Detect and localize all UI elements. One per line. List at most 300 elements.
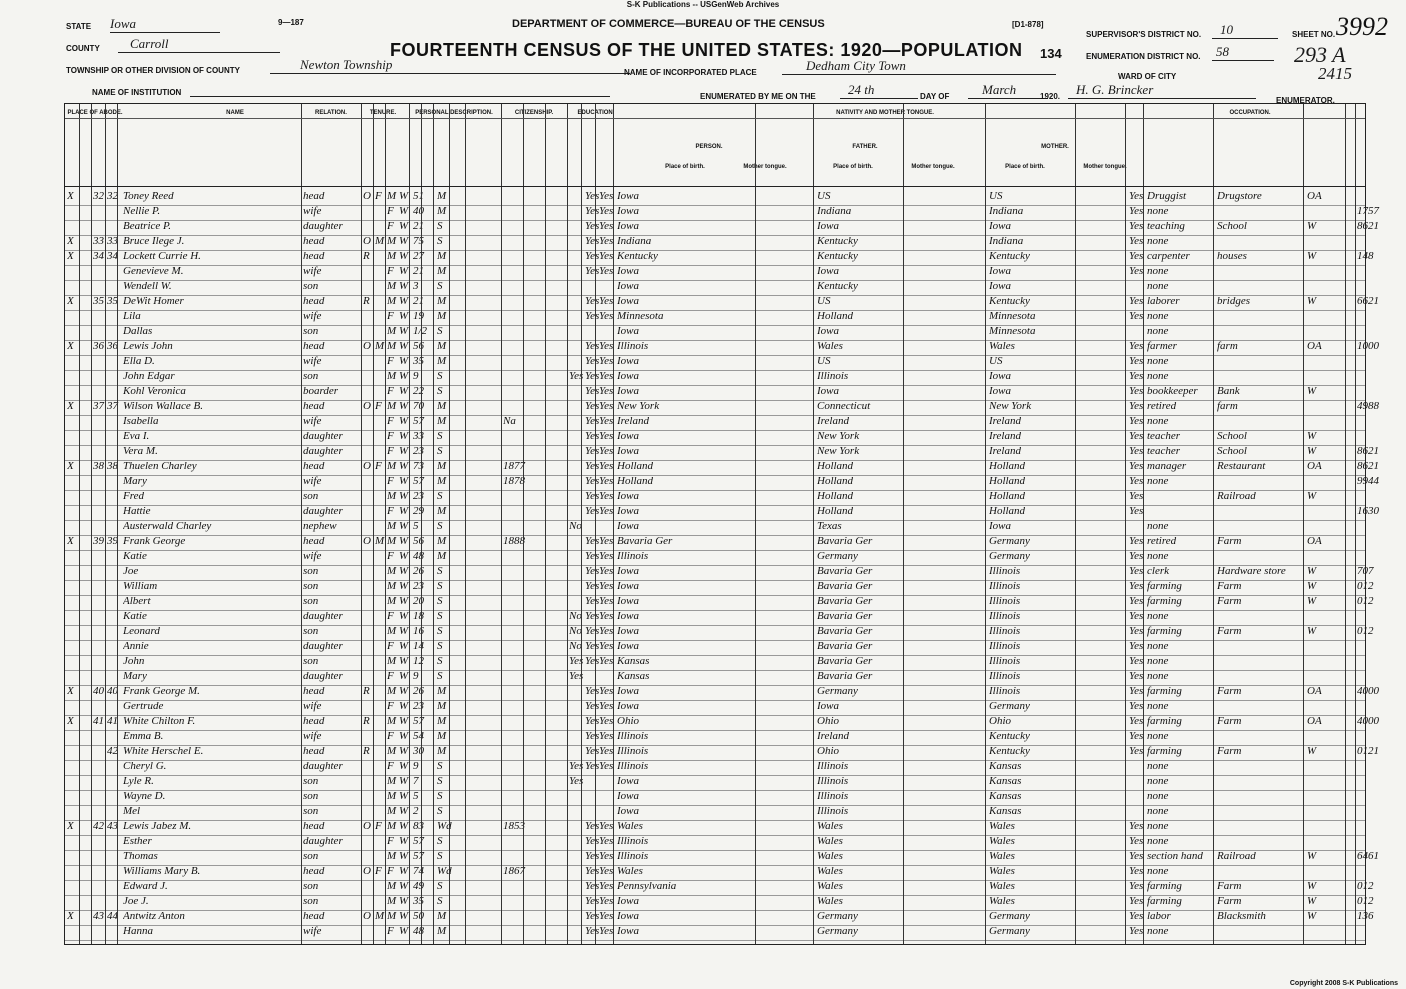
institution-line — [190, 96, 610, 97]
cell-age: 14 — [413, 640, 424, 652]
cell-code: 012 — [1357, 895, 1374, 907]
cell-own: R — [363, 250, 370, 262]
cell-mort — [375, 745, 385, 760]
sheet-extra: 2415 — [1318, 64, 1352, 83]
cell-own — [363, 610, 373, 625]
cell-fpob: Holland — [817, 475, 854, 487]
cell-eng: Yes — [1129, 850, 1143, 862]
township-value: Newton Township — [270, 57, 630, 74]
cell-occ: none — [1147, 865, 1169, 877]
cell-ind: bridges — [1217, 295, 1250, 307]
table-row — [65, 760, 1365, 775]
cell-x — [67, 850, 79, 865]
cell-mpob: Iowa — [989, 220, 1011, 232]
cell-mpob: Iowa — [989, 520, 1011, 532]
cell-x: X — [67, 910, 74, 922]
cell-own — [363, 205, 373, 220]
cell-own — [363, 655, 373, 670]
cell-name: Antwitz Anton — [123, 910, 185, 922]
cell-eng: Yes — [1129, 895, 1143, 907]
cell-cls: W — [1307, 250, 1317, 262]
cell-eng — [1129, 325, 1143, 340]
cell-pob: Wales — [617, 865, 643, 877]
cell-rel: son — [303, 895, 319, 907]
cell-x — [67, 565, 79, 580]
cell-ms: S — [437, 595, 443, 607]
cell-eng: Yes — [1129, 415, 1143, 427]
cell-code — [1357, 835, 1397, 850]
cell-rel: wife — [303, 355, 322, 367]
cell-fpob: Iowa — [817, 700, 839, 712]
cell-x — [67, 655, 79, 670]
table-row — [65, 205, 1379, 220]
cell-fam: 42 — [107, 745, 118, 757]
cell-sex: F — [387, 205, 394, 217]
cell-race: W — [399, 400, 409, 412]
cell-code — [1357, 865, 1397, 880]
cell-x — [67, 475, 79, 490]
cell-write: Yes — [599, 430, 614, 442]
cell-age: 26 — [413, 565, 424, 577]
cell-code: 8621 — [1357, 445, 1379, 457]
cell-sex: M — [387, 685, 397, 697]
cell-ind: Restaurant — [1217, 460, 1266, 472]
cell-code: 4000 — [1357, 685, 1379, 697]
cell-x — [67, 220, 79, 235]
cell-cls — [1307, 325, 1343, 340]
cell-mort — [375, 760, 385, 775]
cell-name: Mary — [123, 475, 147, 487]
cell-eng: Yes — [1129, 820, 1143, 832]
table-row — [65, 775, 1365, 790]
cell-cls — [1307, 415, 1343, 430]
table-row — [65, 310, 1365, 325]
cell-read: Yes — [585, 265, 600, 277]
county-label: COUNTY — [66, 44, 100, 53]
cell-cls — [1307, 820, 1343, 835]
cell-race: W — [399, 820, 409, 832]
cell-eng — [1129, 805, 1143, 820]
cell-cls — [1307, 760, 1343, 775]
cell-mpob: Kentucky — [989, 745, 1030, 757]
cell-age: 74 — [413, 865, 424, 877]
cell-own — [363, 280, 373, 295]
cell-cls: W — [1307, 430, 1317, 442]
cell-ind: Bank — [1217, 385, 1240, 397]
enumerated-label: ENUMERATED BY ME ON THE — [700, 92, 816, 101]
cell-sex: M — [387, 895, 397, 907]
cell-mort — [375, 220, 385, 235]
form-code: [D1-878] — [1012, 20, 1044, 29]
cell-ms: S — [437, 625, 443, 637]
cell-code: 012 — [1357, 580, 1374, 592]
cell-mort — [375, 685, 385, 700]
cell-pob: Illinois — [617, 745, 649, 757]
cell-ind — [1217, 265, 1303, 280]
cell-ind — [1217, 550, 1303, 565]
cell-code — [1357, 775, 1397, 790]
cell-x — [67, 355, 79, 370]
cell-eng: Yes — [1129, 505, 1143, 517]
cell-code: 1630 — [1357, 505, 1379, 517]
cell-mpob: US — [989, 355, 1003, 367]
cell-age: 70 — [413, 400, 424, 412]
cell-mpob: Holland — [989, 490, 1026, 502]
cell-cls — [1307, 640, 1343, 655]
cell-dw: 38 — [93, 460, 104, 472]
cell-nat: Na — [503, 415, 516, 427]
archive-banner: S-K Publications -- USGenWeb Archives — [626, 0, 780, 9]
cell-school: No — [569, 520, 582, 532]
cell-ind — [1217, 355, 1303, 370]
cell-write: Yes — [599, 925, 614, 937]
cell-pob: Iowa — [617, 790, 639, 802]
cell-mort — [375, 385, 385, 400]
cell-name: Lockett Currie H. — [123, 250, 201, 262]
cell-name: Beatrice P. — [123, 220, 172, 232]
state-label: STATE — [66, 22, 92, 31]
cell-x — [67, 280, 79, 295]
cell-rel: wife — [303, 415, 322, 427]
cell-read: Yes — [585, 400, 600, 412]
cell-cls — [1307, 355, 1343, 370]
cell-eng: Yes — [1129, 190, 1143, 202]
cell-write: Yes — [599, 475, 614, 487]
cell-own — [363, 565, 373, 580]
cell-code — [1357, 370, 1397, 385]
cell-own: R — [363, 715, 370, 727]
table-row — [65, 340, 1379, 355]
cell-eng: Yes — [1129, 715, 1143, 727]
cell-occ: none — [1147, 610, 1169, 622]
cell-code: 6461 — [1357, 850, 1379, 862]
cell-ind — [1217, 640, 1303, 655]
cell-code: 707 — [1357, 565, 1374, 577]
cell-rel: boarder — [303, 385, 339, 397]
cell-read: Yes — [585, 610, 600, 622]
cell-mort — [375, 505, 385, 520]
cell-age: 21 — [413, 265, 424, 277]
cell-race: W — [399, 715, 409, 727]
cell-name: White Chilton F. — [123, 715, 196, 727]
table-row — [65, 250, 1374, 265]
cell-read: Yes — [585, 340, 600, 352]
cell-occ: teacher — [1147, 430, 1180, 442]
cell-race: W — [399, 625, 409, 637]
cell-fam: 39 — [107, 535, 118, 547]
cell-race: W — [399, 700, 409, 712]
cell-fpob: US — [817, 355, 831, 367]
cell-ms: Wd — [437, 820, 452, 832]
cell-name: Genevieve M. — [123, 265, 184, 277]
group-head-relation: RELATION. — [315, 110, 347, 116]
cell-age: 20 — [413, 595, 424, 607]
cell-fpob: Ireland — [817, 415, 849, 427]
cell-x — [67, 835, 79, 850]
sub-head-father: FATHER. — [852, 144, 878, 150]
cell-name: Vera M. — [123, 445, 158, 457]
cell-own: O — [363, 190, 371, 202]
cell-own: O — [363, 910, 371, 922]
cell-mpob: Holland — [989, 505, 1026, 517]
cell-mpob: Ireland — [989, 445, 1021, 457]
cell-fam: 43 — [107, 820, 118, 832]
cell-rel: daughter — [303, 670, 343, 682]
cell-age: 50 — [413, 910, 424, 922]
cell-mort — [375, 895, 385, 910]
cell-rel: daughter — [303, 430, 343, 442]
cell-race: W — [399, 670, 409, 682]
cell-dw: 34 — [93, 250, 104, 262]
cell-occ: farming — [1147, 880, 1182, 892]
cell-code — [1357, 430, 1397, 445]
cell-mpob: New York — [989, 400, 1032, 412]
cell-pob: Iowa — [617, 295, 639, 307]
cell-rel: head — [303, 250, 325, 262]
cell-occ: none — [1147, 760, 1169, 772]
cell-ms: M — [437, 460, 447, 472]
cell-rel: wife — [303, 730, 322, 742]
cell-rel: son — [303, 625, 319, 637]
cell-ms: S — [437, 520, 443, 532]
cell-own — [363, 265, 373, 280]
cell-pob: Iowa — [617, 265, 639, 277]
col-label-mother-pob: Place of birth. — [1005, 164, 1045, 170]
cell-mort — [375, 205, 385, 220]
cell-name: Frank George — [123, 535, 186, 547]
cell-x — [67, 700, 79, 715]
cell-name: Kohl Veronica — [123, 385, 186, 397]
cell-rel: head — [303, 535, 325, 547]
cell-fam: 32 — [107, 190, 118, 202]
cell-dw: 40 — [93, 685, 104, 697]
cell-code — [1357, 280, 1397, 295]
cell-ms: S — [437, 640, 443, 652]
cell-nat: 1853 — [503, 820, 525, 832]
cell-age: 56 — [413, 340, 424, 352]
cell-name: John Edgar — [123, 370, 175, 382]
cell-rel: wife — [303, 925, 322, 937]
cell-code — [1357, 790, 1397, 805]
cell-pob: Ohio — [617, 715, 639, 727]
cell-sex: M — [387, 565, 397, 577]
cell-x — [67, 550, 79, 565]
cell-ind — [1217, 205, 1303, 220]
cell-pob: Illinois — [617, 550, 649, 562]
cell-mort — [375, 595, 385, 610]
table-row — [65, 415, 1365, 430]
cell-age: 19 — [413, 310, 424, 322]
cell-ind — [1217, 505, 1303, 520]
cell-read: Yes — [585, 685, 600, 697]
cell-fpob: Holland — [817, 460, 854, 472]
table-row — [65, 535, 1365, 550]
cell-x — [67, 580, 79, 595]
cell-dw: 39 — [93, 535, 104, 547]
cell-read: Yes — [585, 370, 600, 382]
cell-occ: none — [1147, 730, 1169, 742]
cell-own — [363, 895, 373, 910]
cell-age: 35 — [413, 355, 424, 367]
cell-cls: OA — [1307, 340, 1322, 352]
cell-ind — [1217, 520, 1303, 535]
cell-read: Yes — [585, 730, 600, 742]
year-label: 1920. — [1040, 92, 1061, 101]
cell-race: W — [399, 220, 409, 232]
col-label-father-tongue: Mother tongue. — [911, 164, 955, 170]
cell-name: Joe — [123, 565, 139, 577]
cell-rel: head — [303, 685, 325, 697]
cell-eng: Yes — [1129, 310, 1143, 322]
cell-ind: houses — [1217, 250, 1247, 262]
cell-x: X — [67, 400, 74, 412]
cell-name: Leonard — [123, 625, 160, 637]
cell-ms: S — [437, 445, 443, 457]
cell-cls — [1307, 730, 1343, 745]
cell-write: Yes — [599, 910, 614, 922]
cell-rel: head — [303, 865, 325, 877]
cell-fpob: Bavaria Ger — [817, 580, 873, 592]
cell-x: X — [67, 190, 74, 202]
cell-ind: School — [1217, 430, 1247, 442]
group-head-personal: PERSONAL DESCRIPTION. — [415, 110, 493, 116]
cell-age: 9 — [413, 370, 419, 382]
cell-ind: farm — [1217, 340, 1238, 352]
cell-ind — [1217, 775, 1303, 790]
cell-eng: Yes — [1129, 205, 1143, 217]
cell-age: 23 — [413, 445, 424, 457]
cell-eng: Yes — [1129, 835, 1143, 847]
cell-own — [363, 310, 373, 325]
cell-eng: Yes — [1129, 235, 1143, 247]
cell-x — [67, 520, 79, 535]
table-row — [65, 580, 1374, 595]
cell-x — [67, 595, 79, 610]
cell-ms: M — [437, 400, 447, 412]
cell-write: Yes — [599, 895, 614, 907]
cell-school: Yes — [569, 670, 583, 682]
cell-ms: S — [437, 655, 443, 667]
cell-x: X — [67, 295, 74, 307]
cell-eng: Yes — [1129, 625, 1143, 637]
cell-own — [363, 385, 373, 400]
cell-age: 57 — [413, 475, 424, 487]
cell-fpob: Bavaria Ger — [817, 610, 873, 622]
cell-ms: S — [437, 385, 443, 397]
cell-fpob: Wales — [817, 835, 843, 847]
cell-eng: Yes — [1129, 730, 1143, 742]
cell-sex: M — [387, 190, 397, 202]
cell-age: 12 — [413, 655, 424, 667]
cell-ind: Farm — [1217, 880, 1242, 892]
cell-occ: Druggist — [1147, 190, 1187, 202]
cell-occ: section hand — [1147, 850, 1203, 862]
cell-code — [1357, 355, 1397, 370]
cell-ms: S — [437, 235, 443, 247]
cell-cls — [1307, 670, 1343, 685]
cell-age: 51 — [413, 190, 424, 202]
cell-race: W — [399, 325, 409, 337]
cell-rel: daughter — [303, 445, 343, 457]
cell-age: 57 — [413, 415, 424, 427]
cell-rel: daughter — [303, 760, 343, 772]
day-of-label: DAY OF — [920, 92, 950, 101]
cell-occ: retired — [1147, 535, 1177, 547]
cell-mort: F — [375, 190, 382, 202]
cell-sex: M — [387, 235, 397, 247]
cell-sex: M — [387, 370, 397, 382]
cell-write: Yes — [599, 820, 614, 832]
table-row — [65, 565, 1374, 580]
cell-cls — [1307, 280, 1343, 295]
cell-code: 4000 — [1357, 715, 1379, 727]
table-row — [65, 820, 1365, 835]
group-head-name: NAME — [226, 110, 244, 116]
cell-ms: S — [437, 370, 443, 382]
cell-name: Joe J. — [123, 895, 149, 907]
cell-sex: F — [387, 475, 394, 487]
cell-age: 27 — [413, 250, 424, 262]
cell-fpob: Bavaria Ger — [817, 655, 873, 667]
cell-own — [363, 445, 373, 460]
cell-pob: Kentucky — [617, 250, 658, 262]
cell-mort — [375, 925, 385, 940]
cell-pob: Iowa — [617, 355, 639, 367]
cell-fpob: Bavaria Ger — [817, 595, 873, 607]
cell-x — [67, 430, 79, 445]
cell-read: Yes — [585, 355, 600, 367]
cell-occ: none — [1147, 415, 1169, 427]
cell-mpob: Indiana — [989, 235, 1024, 247]
cell-ms: M — [437, 550, 447, 562]
cell-name: Albert — [123, 595, 151, 607]
cell-name: Toney Reed — [123, 190, 174, 202]
cell-write: Yes — [599, 370, 614, 382]
cell-own — [363, 730, 373, 745]
cell-x — [67, 490, 79, 505]
cell-rel: son — [303, 580, 319, 592]
cell-name: Ella D. — [123, 355, 155, 367]
cell-ind: farm — [1217, 400, 1238, 412]
col-label-pob: Place of birth. — [665, 164, 705, 170]
cell-name: Lewis Jabez M. — [123, 820, 192, 832]
table-row — [65, 700, 1365, 715]
cell-cls — [1307, 925, 1343, 940]
cell-mort — [375, 775, 385, 790]
cell-eng — [1129, 775, 1143, 790]
cell-write: Yes — [599, 835, 614, 847]
cell-ind: Hardware store — [1217, 565, 1286, 577]
cell-occ: none — [1147, 805, 1169, 817]
cell-code: 6621 — [1357, 295, 1379, 307]
cell-fpob: Wales — [817, 820, 843, 832]
cell-read: Yes — [585, 640, 600, 652]
cell-write: Yes — [599, 685, 614, 697]
cell-occ: labor — [1147, 910, 1171, 922]
table-row — [65, 355, 1365, 370]
cell-pob: Indiana — [617, 235, 652, 247]
cell-sex: F — [387, 865, 394, 877]
cell-mort — [375, 700, 385, 715]
cell-x — [67, 370, 79, 385]
cell-age: 75 — [413, 235, 424, 247]
group-head-citizenship: CITIZENSHIP. — [514, 110, 554, 116]
cell-name: Wayne D. — [123, 790, 166, 802]
cell-x: X — [67, 340, 74, 352]
cell-race: W — [399, 355, 409, 367]
cell-occ: none — [1147, 550, 1169, 562]
cell-ms: S — [437, 280, 443, 292]
